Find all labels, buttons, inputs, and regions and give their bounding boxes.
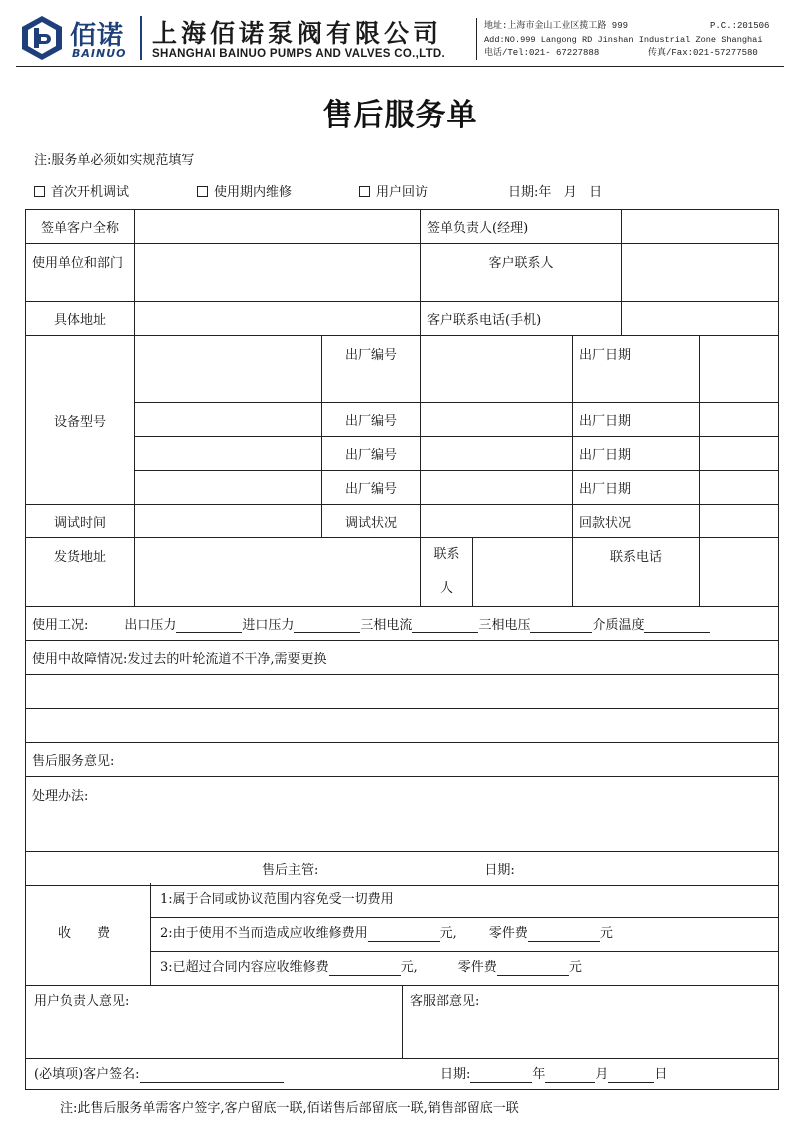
label-fee: 收 费 (58, 926, 111, 941)
field-factory-date-4[interactable] (700, 471, 779, 505)
label-cs-opinion: 客服部意见: (410, 994, 480, 1009)
label-user-unit: 使用单位和部门 (26, 244, 135, 302)
contact-postcode: P.C.:201506 (710, 21, 770, 31)
label-payment-status: 回款状况 (573, 505, 700, 538)
fee-item-3: 3:已超过合同内容应收维修费 元, 零件费 元 (160, 960, 582, 975)
row-signature: (必填项)客户签名: (34, 1067, 284, 1083)
header-rule (16, 66, 784, 67)
field-repair-fee[interactable] (368, 927, 440, 942)
label-ship-address: 发货地址 (26, 538, 135, 607)
field-ship-address[interactable] (135, 538, 421, 607)
label-factory-no-3: 出厂编号 (322, 437, 421, 471)
service-form-table (25, 209, 779, 886)
field-phase-current[interactable] (412, 618, 478, 633)
checkbox-user-visit[interactable]: 用户回访 (359, 185, 428, 201)
field-debug-time[interactable] (135, 505, 322, 538)
header-divider (140, 16, 142, 60)
field-fault-line-2[interactable] (26, 675, 779, 709)
label-contact-phone: 联系电话 (573, 538, 700, 607)
field-sig-day[interactable] (608, 1068, 654, 1083)
label-equipment-model: 设备型号 (26, 336, 135, 505)
label-factory-no-2: 出厂编号 (322, 403, 421, 437)
contact-tel: 电话/Tel:021- 67227888 (484, 48, 600, 58)
field-parts-fee-3[interactable] (497, 961, 569, 976)
label-customer-phone: 客户联系电话(手机) (421, 302, 622, 336)
field-equipment-model-3[interactable] (135, 437, 322, 471)
contact-fax: 传真/Fax:021-57277580 (648, 48, 758, 58)
label-service-opinion: 售后服务意见: (26, 743, 779, 777)
checkbox-square-icon[interactable] (197, 186, 208, 197)
checkbox-warranty-repair[interactable]: 使用期内维修 (197, 185, 292, 201)
label-customer-full-name: 签单客户全称 (26, 210, 135, 244)
form-date: 日期:年 月 日 (508, 185, 603, 200)
field-customer-phone[interactable] (622, 302, 779, 336)
field-factory-no-4[interactable] (421, 471, 573, 505)
field-equipment-model-4[interactable] (135, 471, 322, 505)
label-factory-date-3: 出厂日期 (573, 437, 700, 471)
label-handling: 处理办法: (26, 777, 779, 852)
label-signer-manager: 签单负责人(经理) (421, 210, 622, 244)
logo-text-cn: 佰诺 (70, 21, 125, 51)
checkbox-first-debug[interactable]: 首次开机调试 (34, 185, 129, 201)
field-contact-person[interactable] (473, 538, 573, 607)
label-factory-date-4: 出厂日期 (573, 471, 700, 505)
fee-item-2: 2:由于使用不当而造成应收维修费用 元, 零件费 元 (160, 926, 613, 941)
field-debug-status[interactable] (421, 505, 573, 538)
field-outlet-pressure[interactable] (176, 618, 242, 633)
field-inlet-pressure[interactable] (294, 618, 360, 633)
company-name-en: SHANGHAI BAINUO PUMPS AND VALVES CO.,LTD. (152, 48, 445, 60)
logo-text-en: BAINUO (72, 47, 127, 60)
company-name-cn: 上海佰诺泵阀有限公司 (152, 19, 443, 48)
field-factory-date-3[interactable] (700, 437, 779, 471)
label-debug-time: 调试时间 (26, 505, 135, 538)
label-debug-status: 调试状况 (322, 505, 421, 538)
header-divider-2 (476, 18, 477, 60)
field-fault-line-3[interactable] (26, 709, 779, 743)
label-user-opinion: 用户负责人意见: (34, 994, 130, 1009)
contact-address-cn: 地址:上海市金山工业区揽工路 999 (484, 21, 629, 31)
contact-address-en: Add:NO.999 Langong RD Jinshan Industrial Zone Shanghai (484, 35, 763, 45)
field-customer-full-name[interactable] (135, 210, 421, 244)
row-operating-conditions: 使用工况: 出口压力 进口压力 三相电流 三相电压 介质温度 (26, 607, 779, 641)
field-overdue-fee[interactable] (329, 961, 401, 976)
field-factory-no-2[interactable] (421, 403, 573, 437)
checkbox-square-icon[interactable] (34, 186, 45, 197)
field-medium-temp[interactable] (644, 618, 710, 633)
fee-item-1: 1:属于合同或协议范围内容免受一切费用 (160, 892, 394, 907)
row-signature-date: 日期: 年 月 日 (440, 1067, 668, 1082)
field-phase-voltage[interactable] (530, 618, 592, 633)
company-logo (18, 14, 66, 62)
row-fault: 使用中故障情况:发过去的叶轮流道不干净,需要更换 (26, 641, 779, 675)
field-factory-no-3[interactable] (421, 437, 573, 471)
label-address: 具体地址 (26, 302, 135, 336)
logo-b-icon (18, 14, 66, 62)
field-cs-opinion[interactable] (408, 1014, 772, 1054)
row-supervisor: 售后主管: 日期: (26, 852, 779, 886)
field-address[interactable] (135, 302, 421, 336)
field-customer-contact[interactable] (622, 244, 779, 302)
field-equipment-model-1[interactable] (135, 336, 322, 403)
field-contact-phone[interactable] (700, 538, 779, 607)
label-factory-no-4: 出厂编号 (322, 471, 421, 505)
field-user-opinion[interactable] (30, 1014, 396, 1054)
fault-description[interactable]: 发过去的叶轮流道不干净,需要更换 (127, 652, 327, 667)
label-factory-date-1: 出厂日期 (573, 336, 700, 403)
checkbox-square-icon[interactable] (359, 186, 370, 197)
field-sig-year[interactable] (470, 1068, 532, 1083)
field-sig-month[interactable] (545, 1068, 595, 1083)
label-contact-person: 联系 人 (421, 538, 473, 607)
bottom-note: 注:此售后服务单需客户签字,客户留底一联,佰诺售后部留底一联,销售部留底一联 (60, 1101, 519, 1116)
field-customer-signature[interactable] (140, 1068, 284, 1083)
field-factory-date-1[interactable] (700, 336, 779, 403)
form-note: 注:服务单必须如实规范填写 (34, 153, 195, 168)
field-factory-date-2[interactable] (700, 403, 779, 437)
field-equipment-model-2[interactable] (135, 403, 322, 437)
field-user-unit[interactable] (135, 244, 421, 302)
label-factory-no-1: 出厂编号 (322, 336, 421, 403)
field-payment-status[interactable] (700, 505, 779, 538)
label-factory-date-2: 出厂日期 (573, 403, 700, 437)
field-factory-no-1[interactable] (421, 336, 573, 403)
field-parts-fee-2[interactable] (528, 927, 600, 942)
page-title: 售后服务单 (322, 98, 478, 133)
field-signer-manager[interactable] (622, 210, 779, 244)
label-customer-contact: 客户联系人 (421, 244, 622, 302)
